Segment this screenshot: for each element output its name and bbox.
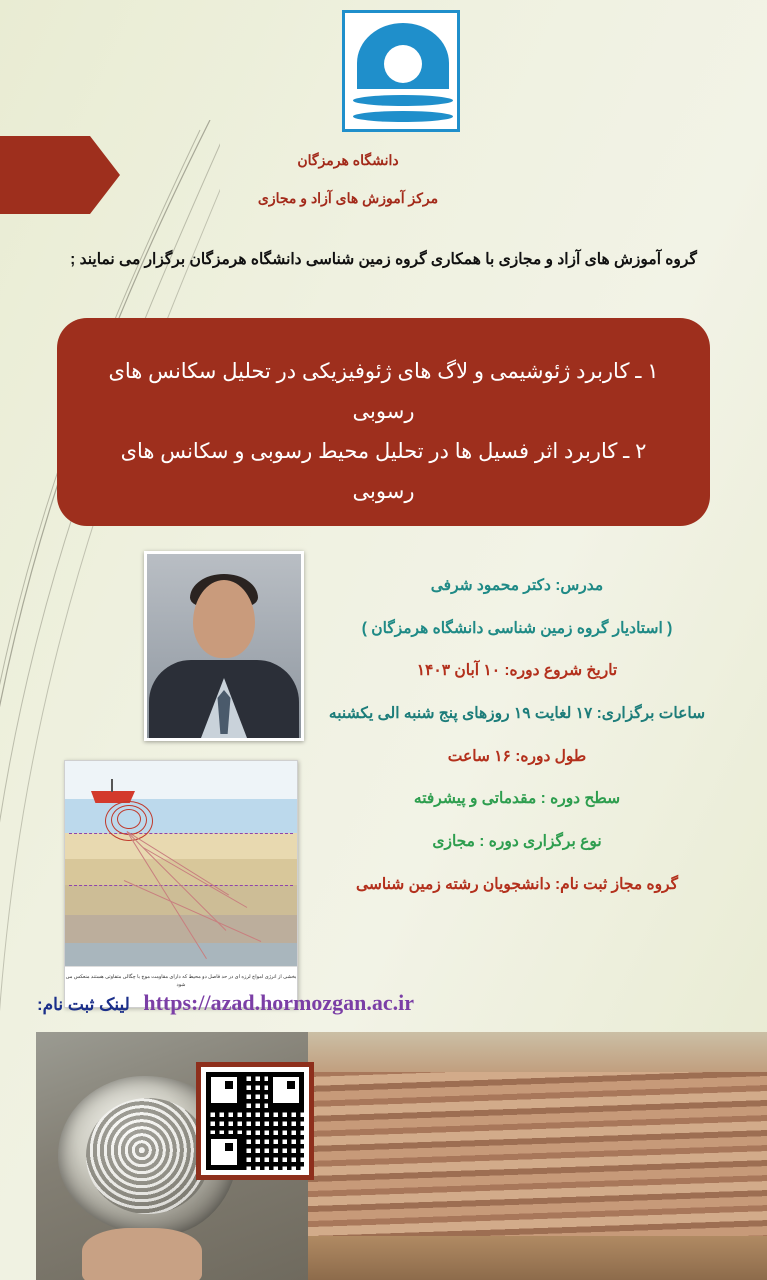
detail-mode: نوع برگزاری دوره : مجازی [432,833,602,851]
detail-instructor: مدرس: دکتر محمود شرفی [430,577,604,594]
university-logo-icon [342,10,460,132]
diagram-caption: بخشی از انرژی امواج لرزه ای در حد فاصل دو محیط که دارای مقاومت موج با چگالی متفاوتی هستند منعکس می شود [65,966,297,1007]
course-title-line-1: ۱ ـ کاربرد ژئوشیمی و لاگ های ژئوفیزیکی در تحلیل سکانس های رسوبی [108,360,659,423]
detail-audience: گروه مجاز ثبت نام: دانشجویان رشته زمین شناسی [355,875,678,893]
center-name: مرکز آموزش های آزاد و مجازی [257,190,439,206]
qr-code[interactable] [196,1062,314,1180]
detail-schedule: ساعات برگزاری: ۱۷ لغایت ۱۹ روزهای پنج شنبه الی یکشنبه [328,705,706,723]
seismic-diagram-image [64,760,298,1008]
registration-row [37,990,727,1016]
registration-link[interactable]: https://azad.hormozgan.ac.ir [143,990,415,1015]
course-title-line-2: ۲ ـ کاربرد اثر فسیل ها در تحلیل محیط رسوبی و سکانس های رسوبی [120,439,647,503]
university-logo [342,10,460,132]
intro-text: گروه آموزش های آزاد و مجازی با همکاری گروه زمین شناسی دانشگاه هرمزگان برگزار می نمایند ; [70,251,697,268]
course-title-box [57,318,710,526]
detail-affiliation: ( استادیار گروه زمین شناسی دانشگاه هرمزگان ) [361,619,673,637]
detail-duration: طول دوره: ۱۶ ساعت [447,747,587,765]
registration-label: لینک ثبت نام: [37,995,130,1014]
course-details [307,575,727,917]
bottom-photo-band [36,1032,767,1280]
outcrop-photo [308,1032,767,1280]
detail-start-date: تاریخ شروع دوره: ۱۰ آبان ۱۴۰۳ [416,662,618,680]
instructor-portrait [144,551,304,741]
university-name: دانشگاه هرمزگان [297,152,399,168]
detail-level: سطح دوره : مقدماتی و پیشرفته [413,790,621,808]
